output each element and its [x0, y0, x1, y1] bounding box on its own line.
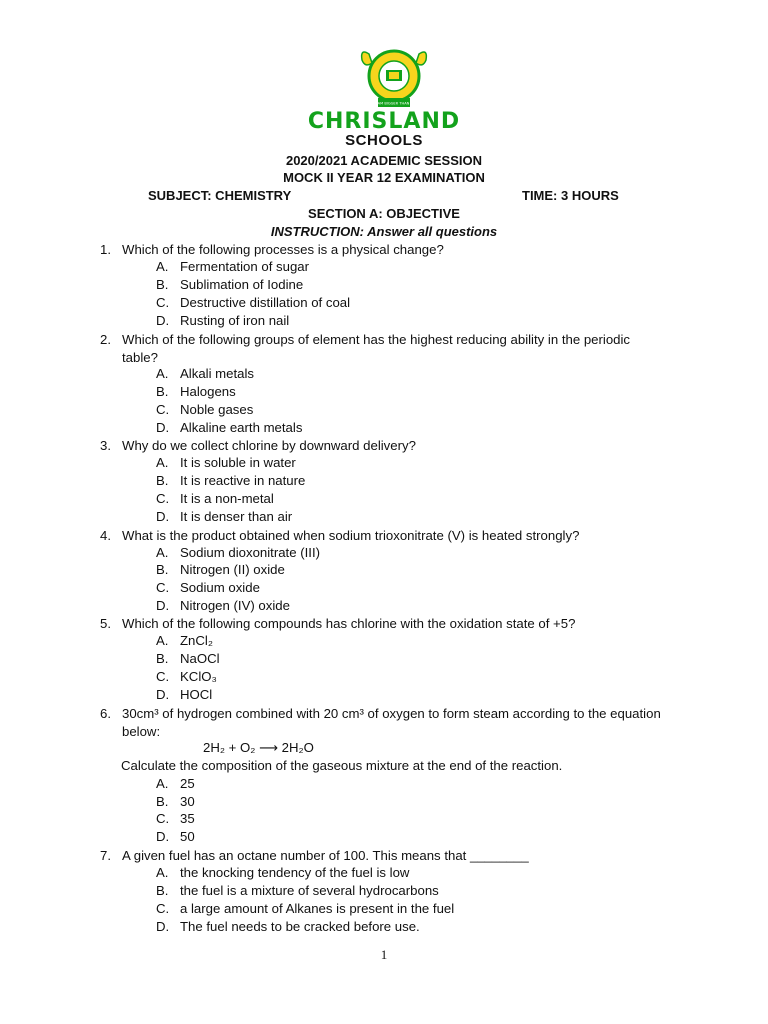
option: [156, 811, 195, 826]
option-text: It is a non-metal: [180, 491, 274, 506]
option-text: Sublimation of Iodine: [180, 277, 304, 292]
option-letter: A.: [156, 776, 169, 791]
option-text: NaOCl: [180, 651, 220, 666]
option-letter: D.: [156, 420, 170, 435]
question-number: 2.: [100, 332, 111, 347]
option-letter: B.: [156, 384, 169, 399]
option-letter: C.: [156, 669, 170, 684]
option-text: It is denser than air: [180, 509, 293, 524]
question-number: 4.: [100, 528, 111, 543]
option-letter: B.: [156, 794, 169, 809]
option: [156, 562, 285, 577]
option-text: 25: [180, 776, 195, 791]
question-2: [100, 331, 662, 367]
option: [156, 883, 439, 898]
question-number: 1.: [100, 242, 111, 257]
option-letter: C.: [156, 402, 170, 417]
brand-subtitle: SCHOOLS: [345, 132, 423, 149]
question-text: Which of the following compounds has chlorine with the oxidation state of +5?: [122, 616, 576, 631]
option: [156, 794, 195, 809]
question-7: [100, 847, 662, 865]
option-text: It is reactive in nature: [180, 473, 306, 488]
option-letter: A.: [156, 259, 169, 274]
option: [156, 687, 212, 702]
option-letter: B.: [156, 473, 169, 488]
option-text: Nitrogen (II) oxide: [180, 562, 285, 577]
brand-name: CHRISLAND: [307, 109, 461, 134]
school-logo: [354, 46, 434, 116]
option-letter: D.: [156, 598, 170, 613]
question-text: Why do we collect chlorine by downward delivery?: [122, 438, 416, 453]
question-6: [100, 705, 662, 741]
instruction: INSTRUCTION: Answer all questions: [270, 224, 498, 239]
option-letter: A.: [156, 455, 169, 470]
question-number: 6.: [100, 706, 111, 721]
option-text: It is soluble in water: [180, 455, 296, 470]
question-1: [100, 241, 662, 259]
chemical-equation: 2H₂ + O₂ ⟶ 2H₂O: [203, 740, 314, 755]
option-letter: B.: [156, 883, 169, 898]
option: [156, 455, 296, 470]
option-letter: C.: [156, 491, 170, 506]
option: [156, 402, 253, 417]
option-text: Sodium dioxonitrate (III): [180, 545, 320, 560]
option-letter: C.: [156, 580, 170, 595]
logo-motto: DREAM BIGGER THAN LIFE: [370, 101, 418, 106]
option-letter: A.: [156, 865, 169, 880]
option-letter: D.: [156, 829, 170, 844]
option-letter: D.: [156, 509, 170, 524]
option: [156, 829, 195, 844]
option-text: Nitrogen (IV) oxide: [180, 598, 290, 613]
page-number: 1: [380, 947, 388, 962]
option-text: Noble gases: [180, 402, 254, 417]
option-letter: C.: [156, 901, 170, 916]
exam-title: MOCK II YEAR 12 EXAMINATION: [283, 170, 485, 185]
section-title: SECTION A: OBJECTIVE: [308, 206, 460, 221]
option: [156, 277, 303, 292]
option: [156, 633, 213, 648]
option-text: Rusting of iron nail: [180, 313, 290, 328]
question-text: A given fuel has an octane number of 100. This means that ________: [122, 848, 529, 863]
option-letter: A.: [156, 545, 169, 560]
option-letter: D.: [156, 687, 170, 702]
question-text: Which of the following processes is a physical change?: [122, 242, 444, 257]
option: [156, 259, 309, 274]
question-text: 30cm³ of hydrogen combined with 20 cm³ of oxygen to form steam according to the equation below:: [122, 706, 661, 739]
option: [156, 366, 254, 381]
question-4: [100, 527, 662, 545]
option: [156, 901, 454, 916]
option-letter: B.: [156, 562, 169, 577]
option: [156, 919, 420, 934]
option-text: 30: [180, 794, 195, 809]
question-text: Which of the following groups of element has the highest reducing ability in the periodic table?: [122, 332, 631, 365]
option-letter: D.: [156, 313, 170, 328]
option: [156, 509, 292, 524]
question-number: 3.: [100, 438, 111, 453]
option-text: the knocking tendency of the fuel is low: [180, 865, 410, 880]
question-text: What is the product obtained when sodium trioxonitrate (V) is heated strongly?: [122, 528, 580, 543]
option: [156, 491, 274, 506]
option-letter: B.: [156, 651, 169, 666]
option-letter: C.: [156, 295, 170, 310]
option-text: Sodium oxide: [180, 580, 260, 595]
option: [156, 313, 289, 328]
question-number: 7.: [100, 848, 111, 863]
question-number: 5.: [100, 616, 111, 631]
option-letter: A.: [156, 633, 169, 648]
subject-label: SUBJECT: CHEMISTRY: [148, 188, 292, 203]
option: [156, 776, 195, 791]
question-instruction: Calculate the composition of the gaseous mixture at the end of the reaction.: [121, 758, 563, 773]
option: [156, 295, 350, 310]
option-text: ZnCl₂: [180, 633, 213, 648]
option-text: Alkaline earth metals: [180, 420, 303, 435]
time-label: TIME: 3 HOURS: [522, 188, 619, 203]
option-text: Halogens: [180, 384, 236, 399]
option: [156, 545, 320, 560]
option-text: KClO₃: [180, 669, 217, 684]
option-text: Fermentation of sugar: [180, 259, 310, 274]
option-text: HOCl: [180, 687, 213, 702]
option-text: 50: [180, 829, 195, 844]
option-letter: D.: [156, 919, 170, 934]
option: [156, 669, 217, 684]
option-text: Destructive distillation of coal: [180, 295, 351, 310]
option: [156, 384, 236, 399]
option-text: a large amount of Alkanes is present in the fuel: [180, 901, 455, 916]
option-letter: A.: [156, 366, 169, 381]
option-letter: B.: [156, 277, 169, 292]
academic-session: 2020/2021 ACADEMIC SESSION: [285, 153, 483, 168]
option-text: Alkali metals: [180, 366, 255, 381]
option-letter: C.: [156, 811, 170, 826]
question-5: [100, 615, 662, 633]
question-3: [100, 437, 662, 455]
option: [156, 865, 409, 880]
option: [156, 598, 290, 613]
option-text: the fuel is a mixture of several hydrocarbons: [180, 883, 439, 898]
option: [156, 580, 260, 595]
option-text: The fuel needs to be cracked before use.: [180, 919, 420, 934]
option: [156, 420, 302, 435]
option-text: 35: [180, 811, 195, 826]
option: [156, 651, 220, 666]
option: [156, 473, 305, 488]
